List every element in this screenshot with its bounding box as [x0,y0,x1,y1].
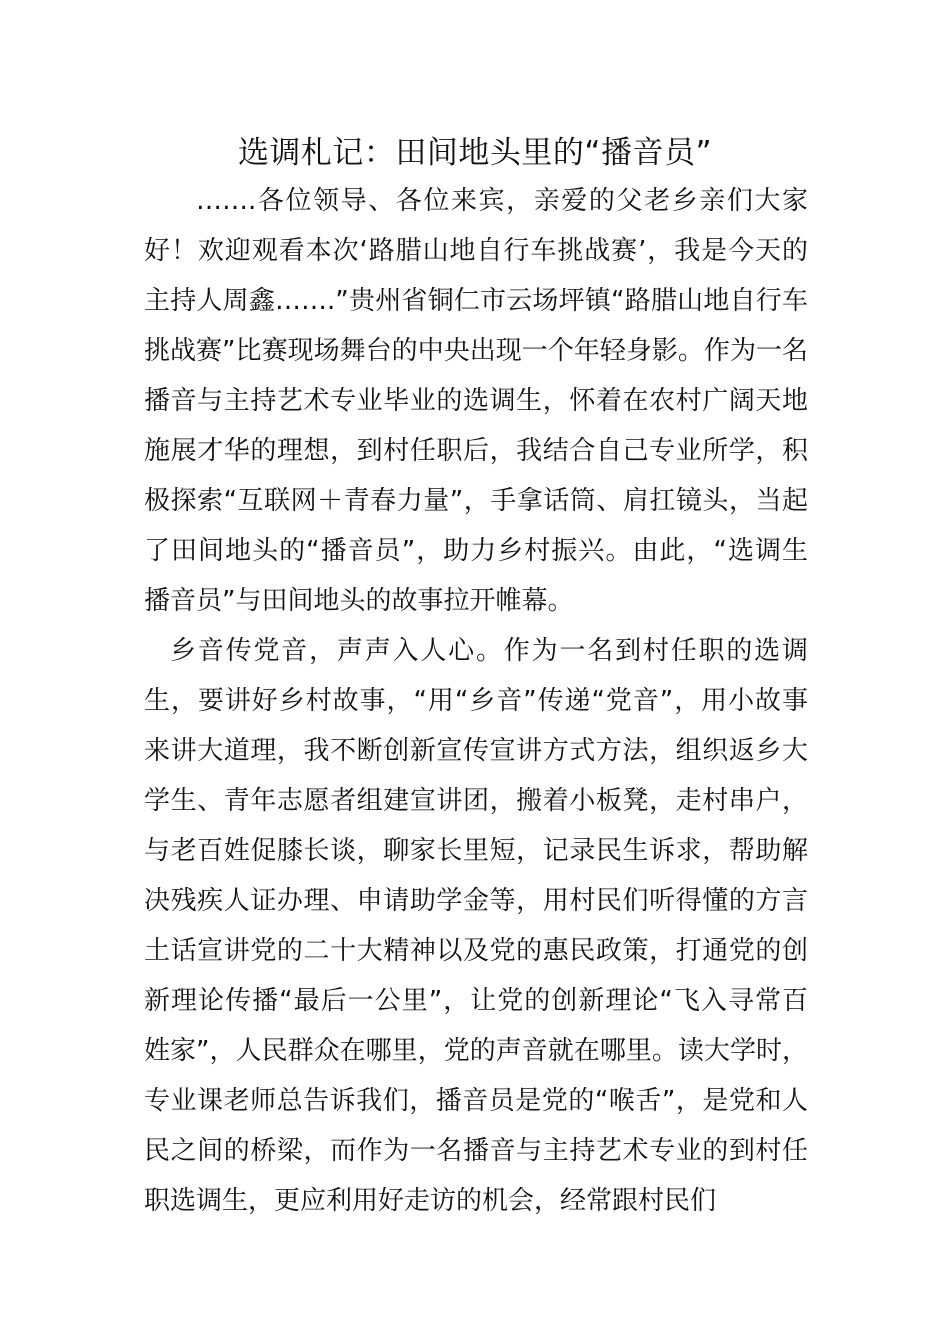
paragraph-second: 乡音传党音，声声入人心。作为一名到村任职的选调生，要讲好乡村故事，“用“乡音”传递“党音”，用小故事来讲大道理，我不断创新宣传宣讲方式方法，组织返乡大学生、青年志愿者组建宣讲团，搬着小板凳，走村串户，与老百姓促膝长谈，聊家长里短，记录民生诉求，帮助解决残疾人证办理、申请助学金等，用村民们听得懂的方言土话宣讲党的二十大精神以及党的惠民政策，打通党的创新理论传播“最后一公里”，让党的创新理论“飞入寻常百姓家”，人民群众在哪里，党的声音就在哪里。读大学时，专业课老师总告诉我们，播音员是党的“喉舌”，是党和人民之间的桥梁，而作为一名播音与主持艺术专业的到村任职选调生，更应利用好走访的机会，经常跟村民们 [144,636,808,1216]
paragraph-intro: …….各位领导、各位来宾，亲爱的父老乡亲们大家好！欢迎观看本次‘路腊山地自行车挑战赛’，我是今天的主持人周鑫…….”贵州省铜仁市云场坪镇“路腊山地自行车挑战赛”比赛现场舞台的中央出现一个年轻身影。作为一名播音与主持艺术专业毕业的选调生，怀着在农村广阔天地施展才华的理想，到村任职后，我结合自己专业所学，积极探索“互联网＋青春力量”，手拿话筒、肩扛镜头，当起了田间地头的“播音员”，助力乡村振兴。由此，“选调生播音员”与田间地头的故事拉开帷幕。 [144,186,808,616]
article-body [144,176,808,1226]
page-title: 选调札记：田间地头里的“播音员” [237,135,713,171]
